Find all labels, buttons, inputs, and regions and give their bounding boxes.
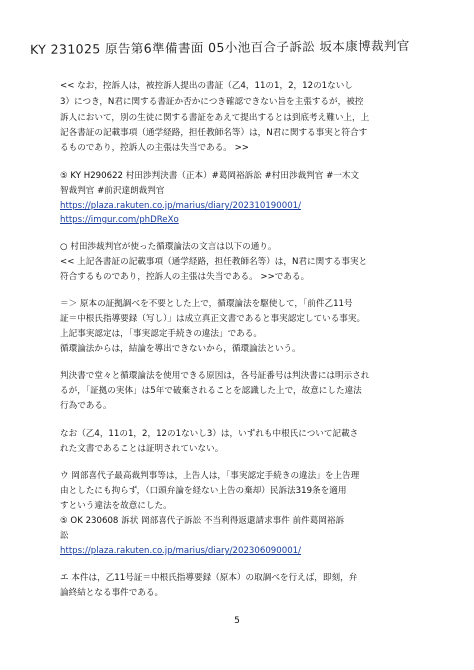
body-line: ⑤ KY H290622 村田渉判決書（正本）#葛岡裕訴訟 #村田渉裁判官 #一木文 — [60, 171, 360, 181]
body-line: << 上記各書証の記載事項（通学経路，担任教師名等）は，N君に関する事実と — [60, 257, 368, 267]
body-line: 循環論法からは，結論を導出できないから，循環論法という。 — [60, 344, 301, 354]
body-line: れた文書であることは証明されていない。 — [60, 444, 224, 454]
body-line: ⑤ OK 230608 訴状 岡部喜代子訴訟 不当利得返還請求事件 前件葛岡裕訴 — [60, 516, 345, 526]
body-line: << なお，控訴人は，被控訴人提出の書証（乙4，11の1，2，12の1ないし — [60, 81, 353, 91]
body-line: 上記事実認定は，「事実認定手続きの違法」である。 — [60, 329, 262, 339]
body-line: ＝＞ 原本の証拠調べを不要とした上で，循環論法を駆使して，「前件乙11号 — [60, 299, 353, 309]
imgur-link[interactable]: https://imgur.com/phDReXo — [60, 215, 179, 225]
diary-link[interactable]: https://plaza.rakuten.co.jp/marius/diary/202306090001/ — [60, 546, 302, 556]
body-line: 符合するものであり，控訴人の主張は失当である。 >>である。 — [60, 272, 310, 282]
diary-link[interactable]: https://plaza.rakuten.co.jp/marius/diary/202310190001/ — [60, 201, 302, 211]
page-number: 5 — [234, 616, 240, 626]
body-line: ウ 岡部喜代子最高裁判事等は，上告人は，「事実認定手続きの違法」を上告理 — [60, 471, 360, 481]
handwritten-header: KY 231025 原告第6準備書面 05小池百合子訴訟 坂本康博裁判官 — [29, 38, 410, 57]
body-line: るが，「証拠の実体」は5年で破棄されることを認識した上で，故意にした違法 — [60, 386, 362, 396]
body-line: 行為である。 — [60, 401, 112, 411]
body-line: 記各書証の記載事項（通学経路，担任教師名等）は，N君に関する事実と符合す — [60, 128, 368, 138]
body-line: 3）につき，N君に関する書証か否かにつき確認できない旨を主張するが，被控 — [60, 97, 364, 107]
body-line: なお（乙4，11の1，2，12の1ないし3）は，いずれも中根氏について記載さ — [60, 429, 359, 439]
body-line: 論終結となる事件である。 — [60, 588, 164, 598]
body-line: エ 本件は，乙11号証＝中根氏指導要録（原本）の取調べを行えば，即刻，弁 — [60, 573, 358, 583]
body-line: るものであり，控訴人の主張は失当である。 >> — [60, 143, 250, 153]
body-line: 判決書で堂々と循環論法を使用できる原因は，各号証番号は判決書には明示され — [60, 371, 370, 381]
body-line: 訟 — [60, 531, 69, 541]
body-line: 智裁判官 #前沢達朗裁判官 — [60, 186, 165, 196]
body-line: ○ 村田渉裁判官が使った循環論法の文言は以下の通り。 — [60, 242, 277, 252]
body-line: 証＝中根氏指導要録（写し）」は成立真正文書であると事実認定している事実。 — [60, 314, 366, 324]
body-line: すという違法を故意にした。 — [60, 501, 172, 511]
body-line: 由としたにも拘らず，（口頭弁論を経ない上告の棄却）民訴法319条を適用 — [60, 486, 347, 496]
body-line: 訴人において，別の生徒に関する書証をあえて提出するとは到底考え難い上，上 — [60, 113, 370, 123]
